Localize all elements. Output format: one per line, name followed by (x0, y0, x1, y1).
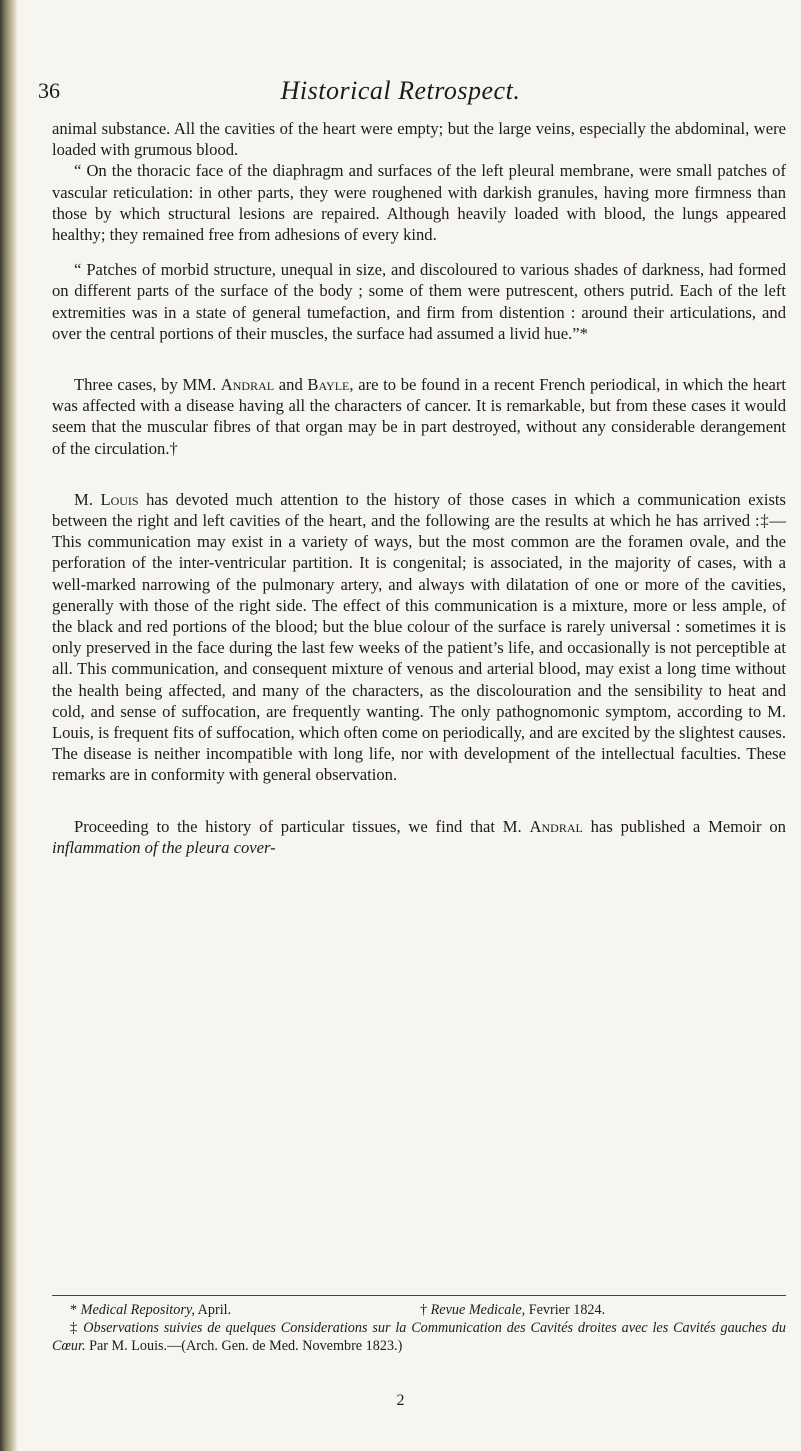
paragraph-6: Proceeding to the history of particular tissues, we find that M. Andral has published a Memoir on inflammation of the pleura cover- (52, 816, 786, 857)
book-binding-edge (0, 0, 18, 1451)
footnote-divider (52, 1295, 786, 1296)
paragraph-2: “ On the thoracic face of the diaphragm and surfaces of the left pleural membrane, were small patches of vascular reticulation: in other parts, they were roughened with darkish granules, having more firmness than those by which structural lesions are repaired. Although heavily loaded with blood, the lungs appeared healthy; they remained free from adhesions of every kind. (52, 161, 786, 245)
memoir-title: inflammation of the pleura cover- (52, 837, 276, 857)
footnote-2: † Revue Medicale, Fevrier 1824. (420, 1302, 606, 1318)
footnote-1: * Medical Repository, April. (70, 1302, 232, 1318)
footnotes (52, 1301, 786, 1356)
running-title: Historical Retrospect. (280, 76, 521, 105)
printer-signature-mark: 2 (396, 1392, 405, 1409)
author-name-andral: Andral (220, 375, 275, 395)
footnote-row-1 (52, 1301, 786, 1319)
footnote-3: ‡ Observations suivies de quelques Considerations sur la Communication des Cavités droites avec les Cavités gauches du Cœur. Par M. Louis.—(Arch. Gen. de Med. Novembre 1823.) (52, 1320, 787, 1355)
author-name-bayle: Bayle (307, 375, 350, 395)
author-name-louis: Louis (100, 489, 139, 509)
paragraph-5: M. Louis has devoted much attention to the history of those cases in which a communication exists between the right and left cavities of the heart, and the following are the results at which he has arrived :‡— This communication may exist in a variety of ways, but the most common are the foramen ovale, and the perforation of the inter-ventricular partition. It is congenital; is associated, in the majority of cases, with a well-marked narrowing of the pulmonary artery, and always with dilatation of one or more of the cavities, generally with those of the right side. The effect of this communication is a mixture, more or less ample, of the black and red portions of the blood; but the blue colour of the surface is rarely universal : sometimes it is only preserved in the face during the last few weeks of the patient’s life, and occasionally is not perceptible at all. This communication, and consequent mixture of venous and arterial blood, may exist a long time without the health being affected, and many of the characters, as the discolouration and the sensibility to heat and cold, and sense of suffocation, are frequently wanting. The only pathognomonic symptom, according to M. Louis, is frequent fits of suffocation, which often come on periodically, and are excited by the slightest causes. The disease is neither incompatible with long life, nor with development of the intellectual faculties. These remarks are in conformity with general observation. (52, 489, 786, 785)
author-name-andral-2: Andral (529, 816, 583, 836)
paragraph-1: animal substance. All the cavities of the heart were empty; but the large veins, especially the abdominal, were loaded with grumous blood. (52, 119, 786, 160)
page-number: 36 (38, 78, 60, 103)
body-text (52, 118, 786, 858)
paragraph-4: Three cases, by MM. Andral and Bayle, are to be found in a recent French periodical, in which the heart was affected with a disease having all the characters of cancer. It is remarkable, but from these cases it would seem that the muscular fibres of that organ may be in part destroyed, without any considerable derangement of the circulation.† (52, 375, 786, 458)
paragraph-3: “ Patches of morbid structure, unequal in size, and discoloured to various shades of darkness, had formed on different parts of the surface of the body ; some of them were putrescent, others putrid. Each of the left extremities was in a state of general tumefaction, and firm from distention : around their articulations, and over the central portions of their muscles, the surface had assumed a livid hue.”* (52, 260, 786, 343)
